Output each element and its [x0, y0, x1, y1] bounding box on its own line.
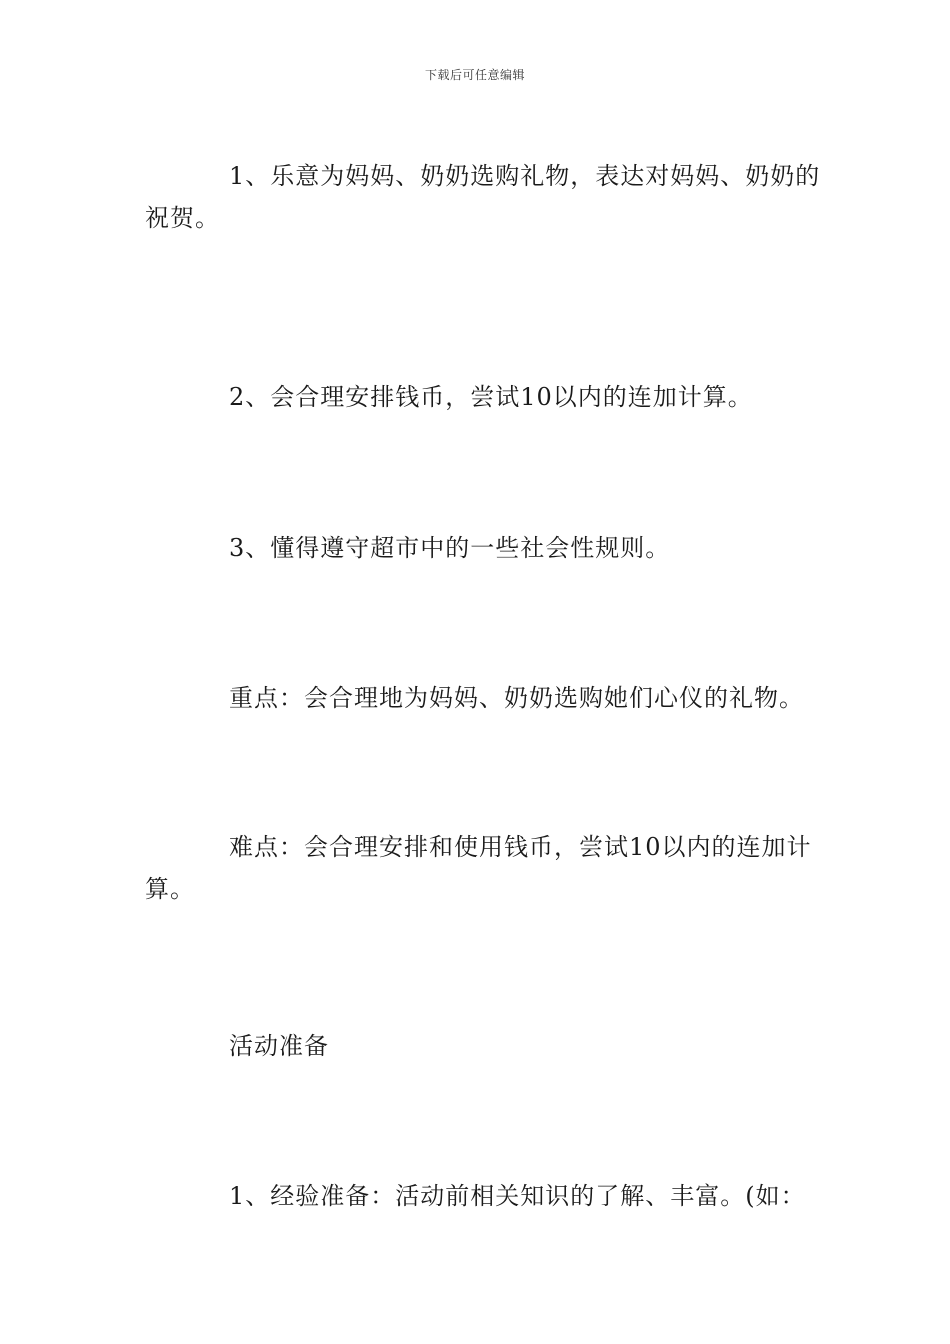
paragraph-objective-3: 3、懂得遵守超市中的一些社会性规则。	[229, 534, 671, 562]
paragraph-experience-preparation: 1、经验准备：活动前相关知识的了解、丰富。(如：	[229, 1182, 806, 1210]
paragraph-key-point: 重点：会合理地为妈妈、奶奶选购她们心仪的礼物。	[229, 684, 804, 712]
paragraph-objective-1: 1、乐意为妈妈、奶奶选购礼物，表达对妈妈、奶奶的祝贺。	[145, 162, 821, 232]
section-heading-activity-preparation: 活动准备	[229, 1032, 329, 1060]
paragraph-objective-2: 2、会合理安排钱币，尝试10以内的连加计算。	[229, 383, 753, 411]
paragraph-difficulty: 难点：会合理安排和使用钱币，尝试10以内的连加计算。	[145, 833, 812, 903]
page-header: 下载后可任意编辑	[424, 68, 525, 82]
